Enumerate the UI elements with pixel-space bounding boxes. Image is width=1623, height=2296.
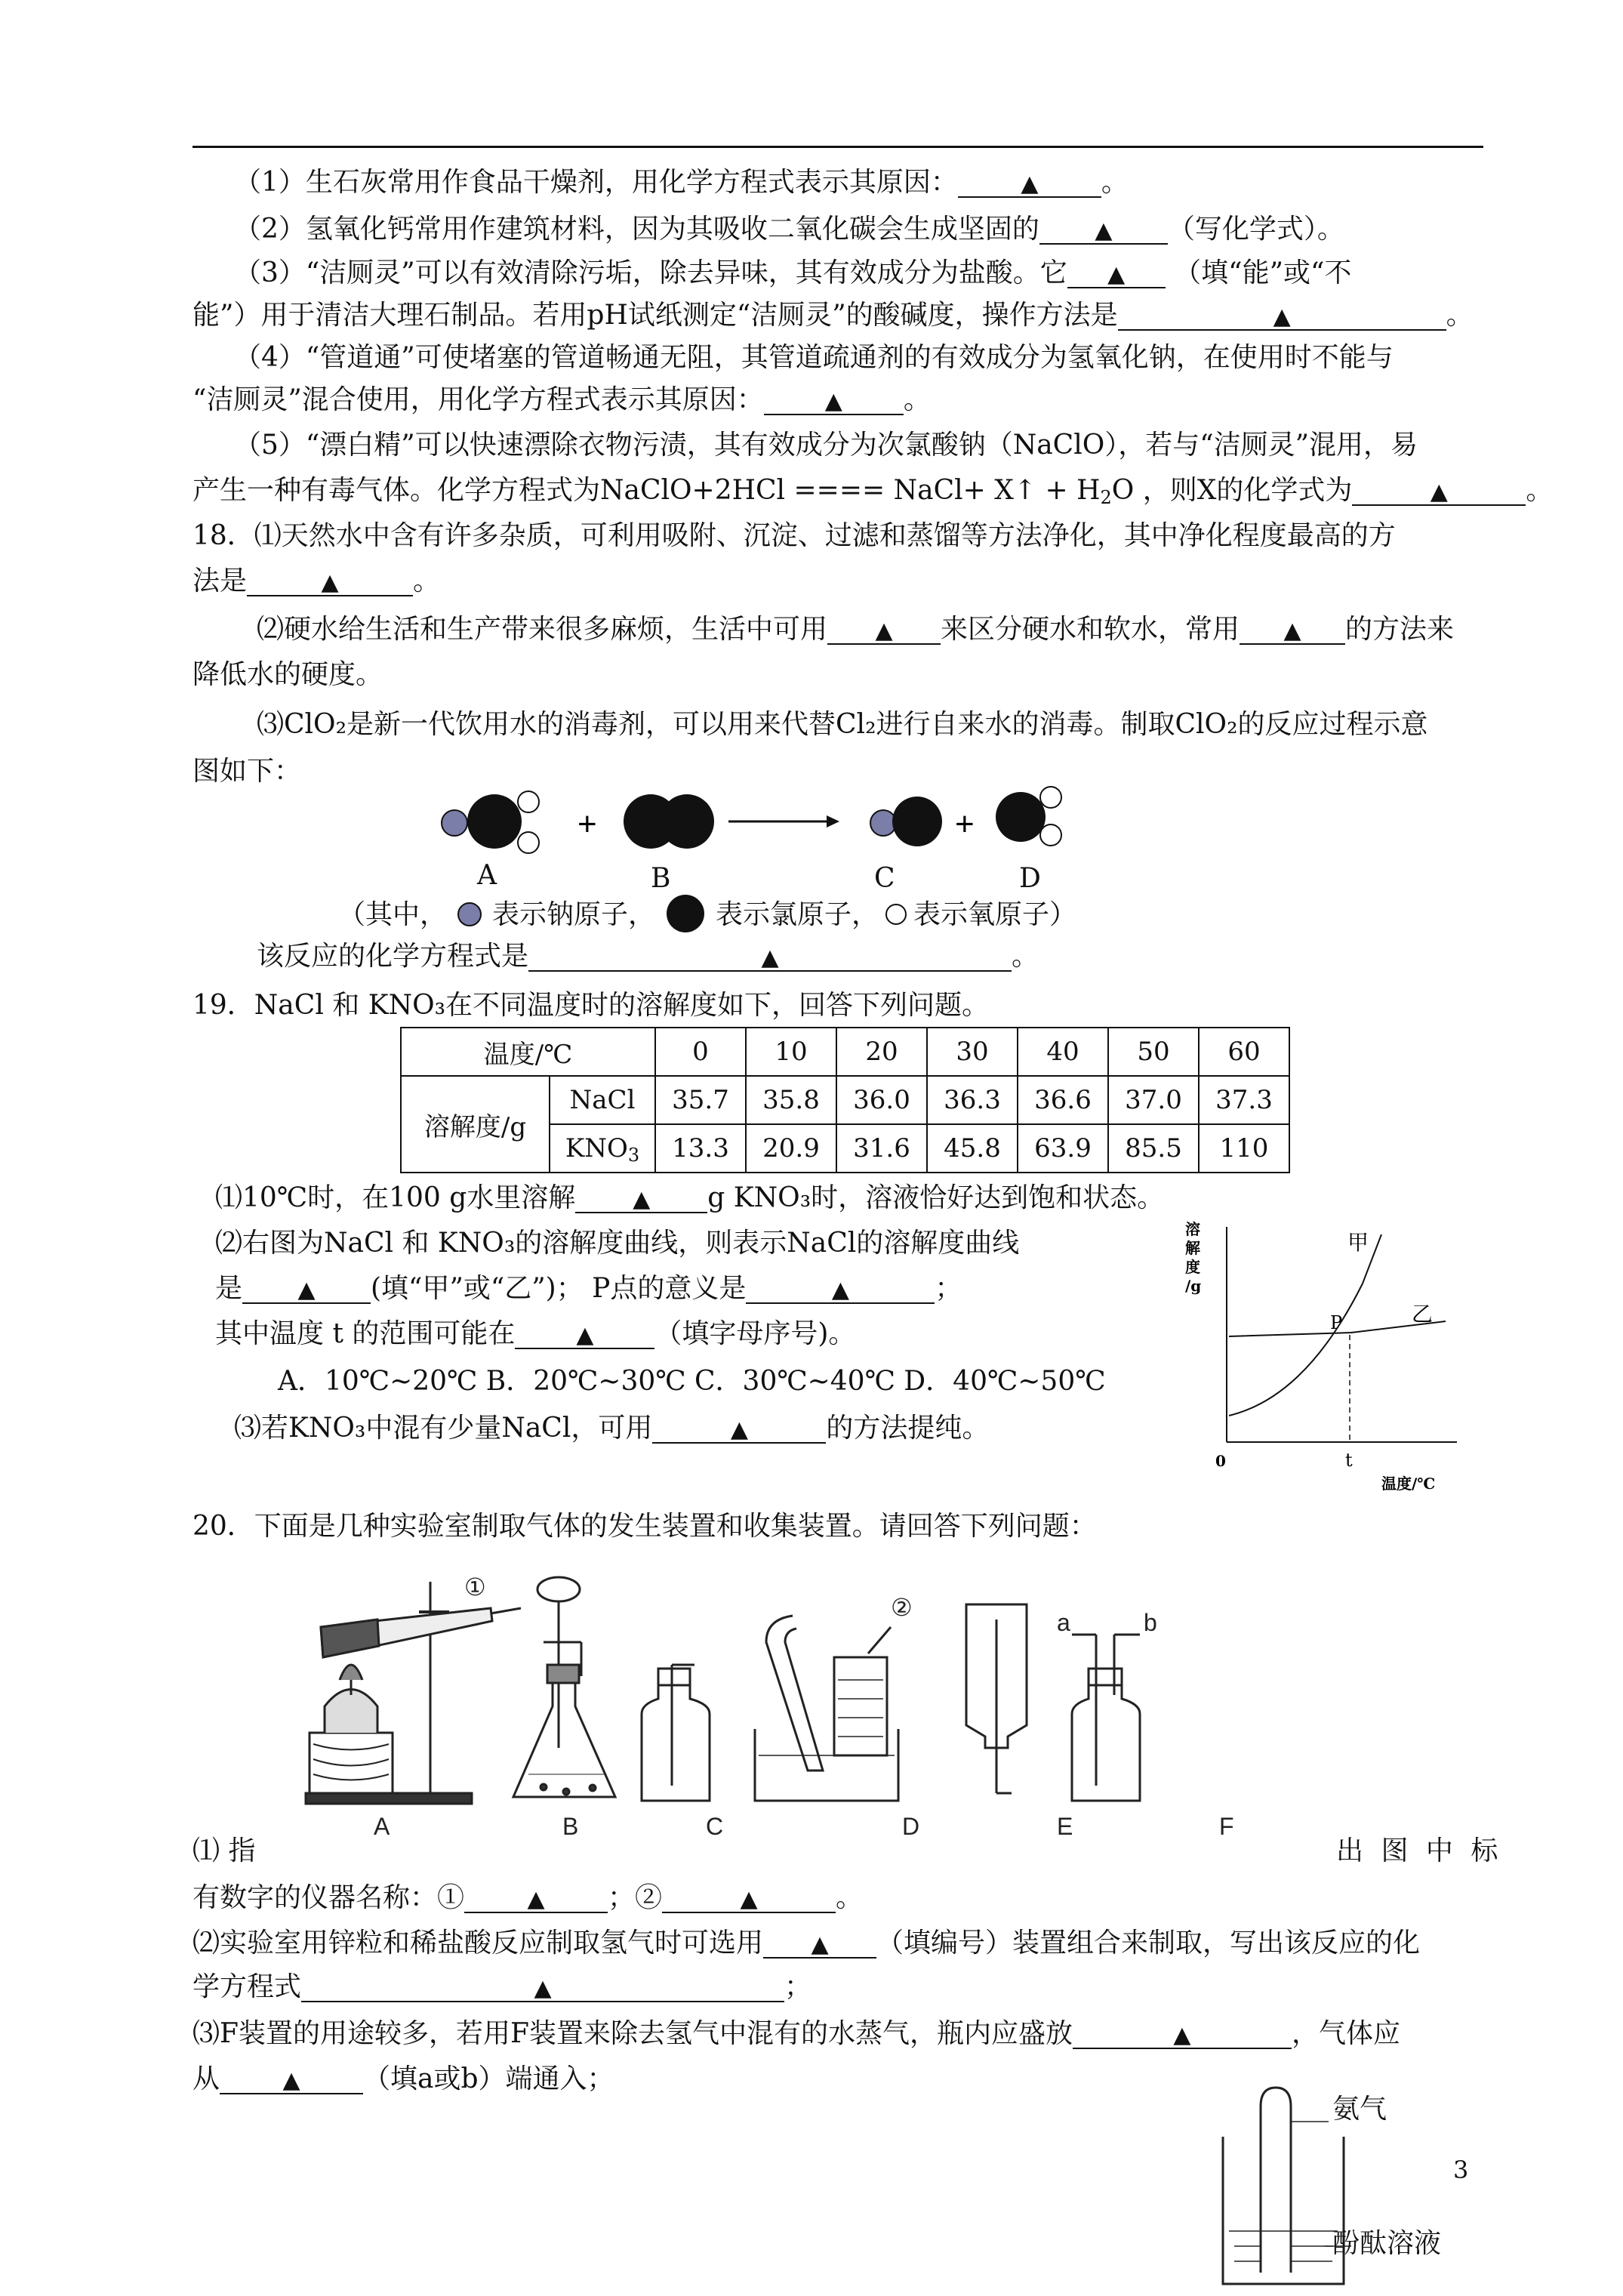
- q18-line5: ⑶ClO₂是新一代饮用水的消毒剂，可以用来代替Cl₂进行自来水的消毒。制取ClO₂的反应过程示意: [257, 709, 1428, 740]
- q18-equation: 该反应的化学方程式是 ▲ 。: [257, 941, 1039, 972]
- q17-line5: （4）“管道通”可使堵塞的管道畅通无阻，其管道疏通剂的有效成分为氢氧化钠，在使用时不能与: [234, 342, 1394, 373]
- page-number: 3: [1453, 2156, 1469, 2184]
- label-b: B: [562, 1813, 579, 1838]
- label-e: E: [1057, 1813, 1073, 1838]
- reaction-diagram: [423, 778, 1102, 891]
- origin-label: 0: [1215, 1452, 1226, 1470]
- value-cell: 13.3: [655, 1124, 746, 1173]
- q17-line1: （1）生石灰常用作食品干燥剂，用化学方程式表示其原因： ▲ 。: [234, 167, 1129, 198]
- q19-intro: 19．NaCl 和 KNO₃在不同温度时的溶解度如下，回答下列问题。: [192, 990, 990, 1021]
- mark-1: ①: [464, 1574, 486, 1601]
- oxygen-atom: [1040, 787, 1061, 808]
- value-cell: 37.3: [1199, 1076, 1289, 1124]
- molecule-c: [870, 797, 942, 846]
- q18-line1: 18．⑴天然水中含有许多杂质，可利用吸附、沉淀、过滤和蒸馏等方法净化，其中净化程度最高的方: [192, 520, 1396, 551]
- value-cell: 36.3: [927, 1076, 1018, 1124]
- chlorine-atom: [892, 797, 942, 846]
- apparatus-c: [642, 1665, 710, 1801]
- p-label: P: [1330, 1312, 1343, 1333]
- label-c: C: [874, 863, 895, 894]
- q19-options: A．10℃~20℃ B．20℃~30℃ C．30℃~40℃ D．40℃~50℃: [278, 1366, 1106, 1397]
- value-cell: 110: [1199, 1124, 1289, 1173]
- temp-cell: 40: [1018, 1028, 1108, 1076]
- row-name: NaCl: [550, 1076, 655, 1124]
- apparatus-figure: [294, 1574, 1329, 1838]
- x-axis-label: 温度/℃: [1381, 1475, 1436, 1493]
- q20-part4: 学方程式 ▲ ；: [192, 1971, 812, 2002]
- q20-part2: 有数字的仪器名称：① ▲ ；② ▲ 。: [192, 1882, 864, 1913]
- row-name-kno3: $KNO_3$: [550, 1124, 655, 1173]
- q18-line2: 法是 ▲ 。: [192, 566, 441, 596]
- oxygen-atom: [518, 832, 539, 853]
- sodium-atom: [442, 810, 467, 836]
- solubility-table: [400, 1027, 1290, 1173]
- ammonia-label: 氨气: [1332, 2094, 1387, 2125]
- value-cell: 36.0: [836, 1076, 927, 1124]
- oxygen-atom: [1040, 824, 1061, 846]
- label-f: F: [1219, 1813, 1234, 1838]
- legend-line: （其中， 表示钠原子， 表示氯原子， 表示氧原子）: [338, 895, 1076, 932]
- label-b: B: [651, 863, 671, 894]
- q19-part4: 其中温度 t 的范围可能在 ▲ （填字母序号)。: [215, 1318, 856, 1349]
- q19-part3: 是 ▲ (填“甲”或“乙”)； P点的意义是 ▲ ；: [215, 1273, 962, 1304]
- q17-line3: （3）“洁厕灵”可以有效清除污垢，除去异味，其有效成分为盐酸。它 ▲ （填“能”或“不: [234, 257, 1352, 288]
- apparatus-e: [966, 1604, 1027, 1793]
- y-axis-label-4: /g: [1185, 1277, 1202, 1295]
- t-label: t: [1345, 1450, 1353, 1471]
- q20-part1a: ⑴ 指: [192, 1835, 256, 1866]
- q19-part5: ⑶若KNO₃中混有少量NaCl，可用 ▲ 的方法提纯。: [234, 1413, 990, 1444]
- q20-part6: 从 ▲ （填a或b）端通入；: [192, 2063, 614, 2094]
- q20-part3: ⑵实验室用锌粒和稀盐酸反应制取氢气时可选用 ▲ （填编号）装置组合来制取，写出该反应的化: [192, 1928, 1421, 1959]
- q18-line3: ⑵硬水给生活和生产带来很多麻烦，生活中可用 ▲ 来区分硬水和软水，常用 ▲ 的方法来: [257, 614, 1455, 645]
- test-tube: [1261, 2088, 1291, 2273]
- header-temp: 温度/℃: [401, 1028, 655, 1076]
- label-a: A: [477, 860, 497, 891]
- label-d: D: [902, 1813, 920, 1838]
- y-axis-label-1: 溶: [1185, 1220, 1200, 1238]
- apparatus-f: [1072, 1635, 1140, 1801]
- tube-a-label: a: [1057, 1609, 1070, 1636]
- value-cell: 35.7: [655, 1076, 746, 1124]
- header-rule: [192, 146, 1483, 148]
- mark-2: ②: [891, 1594, 913, 1621]
- tube-b-label: b: [1144, 1609, 1157, 1636]
- q19-part1: ⑴10℃时，在100 g水里溶解 ▲ g KNO₃时，溶液恰好达到饱和状态。: [215, 1182, 1165, 1213]
- temp-cell: 0: [655, 1028, 746, 1076]
- chlorine-atom: [996, 792, 1046, 842]
- plus-sign: +: [955, 806, 975, 843]
- q20-part5: ⑶F装置的用途较多，若用F装置来除去氢气中混有的水蒸气，瓶内应盛放 ▲ ，气体应: [192, 2018, 1400, 2049]
- apparatus-d: [755, 1616, 898, 1801]
- plus-sign: +: [577, 806, 597, 843]
- y-axis-label-2: 解: [1185, 1239, 1200, 1257]
- chlorine-atom: [660, 794, 714, 849]
- q17-line4: 能”）用于清洁大理石制品。若用pH试纸测定“洁厕灵”的酸碱度，操作方法是 ▲ 。: [192, 300, 1474, 331]
- phenolphthalein-label: 酚酞溶液: [1332, 2228, 1442, 2259]
- reaction-arrow: [728, 815, 839, 827]
- q17-line8: 产生一种有毒气体。化学方程式为NaClO+2HCl ==== NaCl+ X↑ + $H_2O$ ，则X的化学式为 ▲ 。: [192, 475, 1554, 508]
- yi-label: 乙: [1412, 1302, 1434, 1327]
- q17-line7: （5）“漂白精”可以快速漂除衣物污渍，其有效成分为次氯酸钠（NaClO），若与“洁厕灵”混用，易: [234, 430, 1418, 461]
- value-cell: 45.8: [927, 1124, 1018, 1173]
- value-cell: 85.5: [1108, 1124, 1199, 1173]
- q19-part2: ⑵右图为NaCl 和 KNO₃的溶解度曲线，则表示NaCl的溶解度曲线: [215, 1228, 1020, 1259]
- value-cell: 63.9: [1018, 1124, 1108, 1173]
- value-cell: 31.6: [836, 1124, 927, 1173]
- sodium-legend-icon: [447, 899, 492, 929]
- label-c: C: [706, 1813, 724, 1838]
- q20-part1b: 出 图 中 标: [1336, 1835, 1503, 1866]
- temp-cell: 10: [746, 1028, 836, 1076]
- y-axis-label-3: 度: [1185, 1258, 1200, 1276]
- header-solubility: 溶解度/g: [401, 1076, 550, 1173]
- label-a: A: [374, 1813, 390, 1838]
- value-cell: 35.8: [746, 1076, 836, 1124]
- jia-label: 甲: [1347, 1230, 1369, 1255]
- apparatus-b: [513, 1577, 615, 1797]
- temp-cell: 50: [1108, 1028, 1199, 1076]
- q17-line2: （2）氢氧化钙常用作建筑材料，因为其吸收二氧化碳会生成坚固的 ▲ （写化学式）。: [234, 214, 1344, 245]
- apparatus-a: [306, 1582, 521, 1804]
- q18-line6: 图如下：: [192, 756, 302, 787]
- molecule-a: [442, 791, 539, 853]
- q17-line6: “洁厕灵”混合使用，用化学方程式表示其原因： ▲ 。: [192, 384, 931, 415]
- oxygen-atom: [518, 791, 539, 812]
- label-d: D: [1019, 863, 1041, 894]
- sodium-atom: [870, 810, 896, 836]
- value-cell: 37.0: [1108, 1076, 1199, 1124]
- solubility-curve-graph: [1163, 1216, 1480, 1495]
- temp-cell: 60: [1199, 1028, 1289, 1076]
- chlorine-atom: [467, 794, 522, 849]
- value-cell: 36.6: [1018, 1076, 1108, 1124]
- q20-intro: 20．下面是几种实验室制取气体的发生装置和收集装置。请回答下列问题：: [192, 1511, 1097, 1542]
- temp-cell: 20: [836, 1028, 927, 1076]
- molecule-d: [996, 787, 1061, 846]
- oxygen-legend-icon: [879, 899, 913, 929]
- q18-line4: 降低水的硬度。: [192, 659, 383, 690]
- temp-cell: 30: [927, 1028, 1018, 1076]
- value-cell: 20.9: [746, 1124, 836, 1173]
- chlorine-legend-icon: [655, 895, 716, 932]
- jia-curve: [1229, 1234, 1381, 1416]
- molecule-b: [624, 794, 714, 849]
